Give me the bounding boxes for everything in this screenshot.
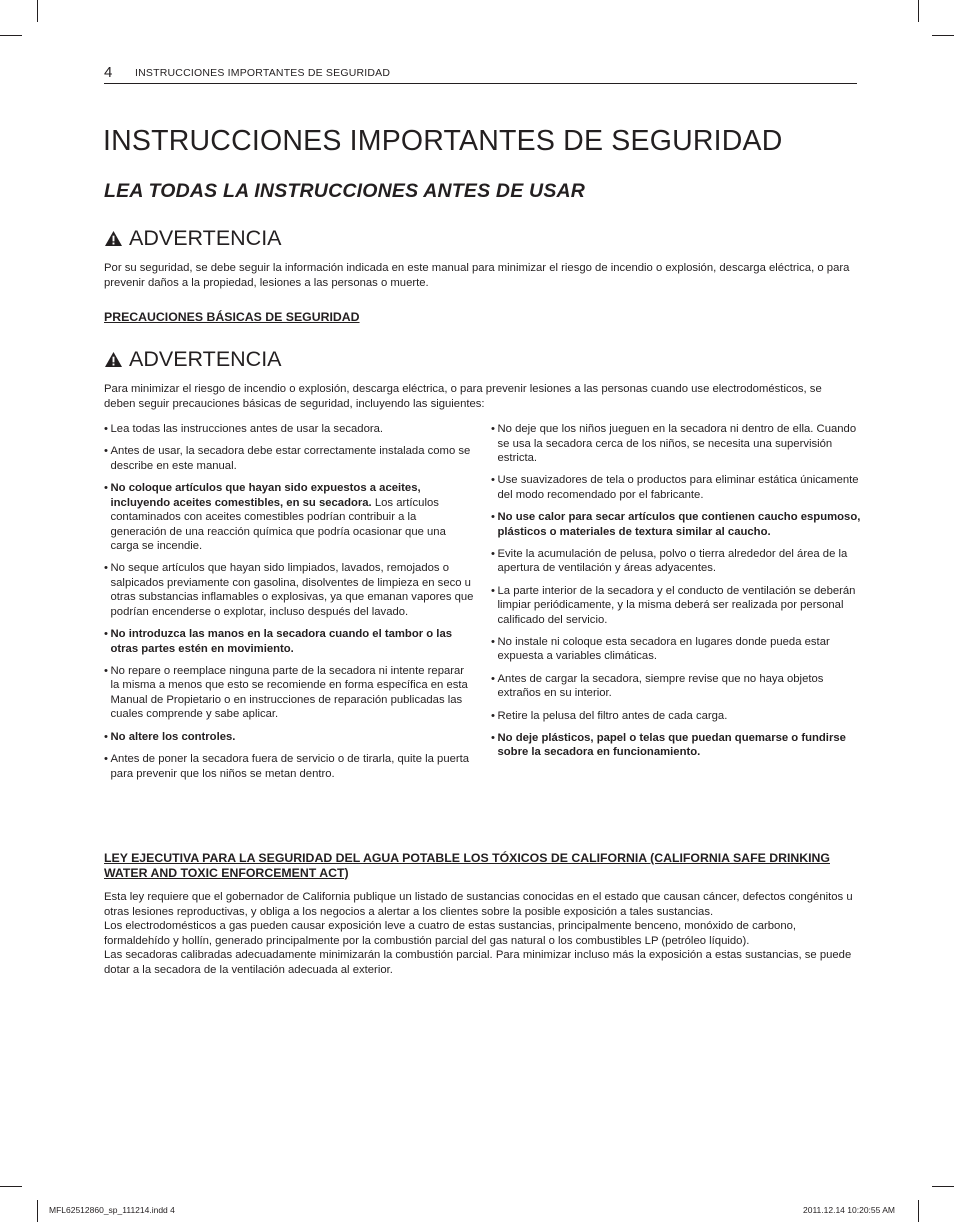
bullet-item-text: Retire la pelusa del filtro antes de cada carga.	[497, 709, 728, 722]
bullet-item-text: Los artículos contaminados con aceites comestibles podrían contribuir a la generación de una reacción química que podría ocasionar que una carga se incendie.	[110, 496, 446, 553]
bullet-item-bold: No use calor para secar artículos que contienen caucho espumoso, plásticos o materiales de textura similar al caucho.	[497, 511, 861, 538]
warning-triangle-icon	[104, 230, 123, 247]
bullet-item-bold: No introduzca las manos en la secadora cuando el tambor o las otras partes estén en movimiento.	[110, 628, 453, 655]
bullet-item	[491, 422, 861, 466]
page-number: 4	[104, 64, 113, 81]
bullet-item-bold: No deje plásticos, papel o telas que puedan quemarse o fundirse sobre la secadora en funcionamiento.	[497, 731, 846, 759]
california-paragraph: Las secadoras calibradas adecuadamente minimizarán la combustión parcial. Para minimizar incluso más la exposición a estas sustancias, se puede dotar a la secadora de la ventilación adecuada al exterior.	[104, 949, 852, 976]
bullet-item-text: No repare o reemplace ninguna parte de la secadora ni intente reparar la misma a menos que esto se recomiende en forma específica en esta Manual de Propietario o en instrucciones de reparación publicadas las cuales comprende y sabe aplicar.	[110, 664, 468, 721]
crop-mark	[918, 0, 919, 22]
bullet-item	[491, 547, 861, 576]
california-heading: LEY EJECUTIVA PARA LA SEGURIDAD DEL AGUA POTABLE LOS TÓXICOS DE CALIFORNIA (CALIFORNIA SAFE DRINKING WATER AND TOXIC ENFORCEMENT ACT)	[104, 851, 830, 880]
page-title: INSTRUCCIONES IMPORTANTES DE SEGURIDAD	[103, 125, 783, 157]
bullet-item	[104, 422, 474, 437]
bullet-item	[104, 561, 474, 619]
warning-label: ADVERTENCIA	[129, 226, 282, 250]
footer-filename: MFL62512860_sp_111214.indd 4	[49, 1205, 175, 1215]
bullet-item-text: Antes de usar, la secadora debe estar correctamente instalada como se describe en este manual.	[110, 445, 471, 472]
crop-mark	[932, 35, 954, 36]
california-paragraph: Los electrodomésticos a gas pueden causar exposición leve a cuatro de estas sustancias, principalmente benceno, monóxido de carbono, formaldehído y hollín, generado principalmente por la combustión parcial del gas natural o los combustibles LP (petróleo líquido).	[104, 920, 797, 947]
bullet-item-bold: No altere los controles.	[110, 730, 236, 743]
bullet-item	[491, 473, 861, 502]
page-header	[104, 64, 857, 84]
bullet-item	[491, 635, 861, 664]
warning-triangle-icon	[104, 351, 123, 368]
warning-heading	[104, 347, 282, 372]
bullet-item-text: Lea todas las instrucciones antes de usar la secadora.	[110, 423, 384, 435]
bullet-item	[104, 752, 474, 781]
bullet-item	[491, 672, 861, 701]
warning-label: ADVERTENCIA	[129, 347, 282, 371]
crop-mark	[0, 1186, 22, 1187]
bullet-item-text: No instale ni coloque esta secadora en lugares donde pueda estar expuesta a variables climáticas.	[497, 635, 830, 663]
precautions-list-left	[104, 422, 474, 789]
bullet-item-text: Antes de cargar la secadora, siempre revise que no haya objetos extraños en su interior.	[497, 672, 824, 700]
crop-mark	[932, 1186, 954, 1187]
page-subtitle: LEA TODAS LA INSTRUCCIONES ANTES DE USAR	[104, 180, 586, 202]
crop-mark	[0, 35, 22, 36]
crop-mark	[918, 1200, 919, 1222]
bullet-item	[491, 510, 861, 539]
bullet-item	[104, 481, 474, 554]
bullet-item	[491, 584, 861, 628]
bullet-item	[104, 730, 474, 745]
footer-timestamp: 2011.12.14 10:20:55 AM	[803, 1205, 896, 1215]
bullet-item	[491, 709, 861, 724]
running-header: INSTRUCCIONES IMPORTANTES DE SEGURIDAD	[135, 67, 391, 79]
basic-precautions-heading: PRECAUCIONES BÁSICAS DE SEGURIDAD	[104, 310, 360, 324]
crop-mark	[37, 1200, 38, 1222]
crop-mark	[37, 0, 38, 22]
bullet-item-text: Antes de poner la secadora fuera de servicio o de tirarla, quite la puerta para prevenir que los niños se metan dentro.	[110, 753, 470, 780]
bullet-item	[491, 731, 861, 760]
bullet-item-text: No deje que los niños jueguen en la secadora ni dentro de ella. Cuando se usa la secadora cerca de los niños, se necesita una supervisión estricta.	[497, 423, 857, 464]
bullet-item-text: Evite la acumulación de pelusa, polvo o tierra alrededor del área de la apertura de ventilación y áreas adyacentes.	[497, 547, 848, 575]
bullet-item-text: Use suavizadores de tela o productos para eliminar estática únicamente del modo recomendado por el fabricante.	[497, 474, 859, 501]
bullet-item-text: La parte interior de la secadora y el conducto de ventilación se deberán limpiar periódicamente, y la misma deberá ser realizada por personal calificado del servicio.	[497, 584, 856, 626]
warning-text: Por su seguridad, se debe seguir la información indicada en este manual para minimizar el riesgo de incendio o explosión, descarga eléctrica, o para prevenir daños a la propiedad, lesiones a las personas o muerte.	[104, 262, 850, 289]
bullet-item-bold: No coloque artículos que hayan sido expuestos a aceites, incluyendo aceites comestibles, en su secadora.	[110, 482, 421, 509]
precautions-list-right	[491, 422, 861, 768]
bullet-item	[104, 627, 474, 656]
warning-heading	[104, 226, 282, 251]
bullet-item	[104, 664, 474, 722]
california-paragraph: Esta ley requiere que el gobernador de California publique un listado de sustancias conocidas en el estado que causan cáncer, defectos congénitos u otras lesiones reproductivas, y obliga a los negocios a alertar a los clientes sobre la posible exposición a tales sustancias.	[104, 891, 853, 918]
bullet-item	[104, 444, 474, 473]
bullet-item-text: No seque artículos que hayan sido limpiados, lavados, remojados o salpicados previamente con gasolina, disolventes de limpieza en seco u otras substancias inflamables o explosivas, ya que emanan vapores que podrían encenderse o explotar, incluso después del lavado.	[110, 562, 474, 618]
warning-text: Para minimizar el riesgo de incendio o explosión, descarga eléctrica, o para prevenir lesiones a las personas cuando use electrodomésticos, se deben seguir precauciones básicas de seguridad, incluyendo las siguientes:	[104, 383, 822, 410]
